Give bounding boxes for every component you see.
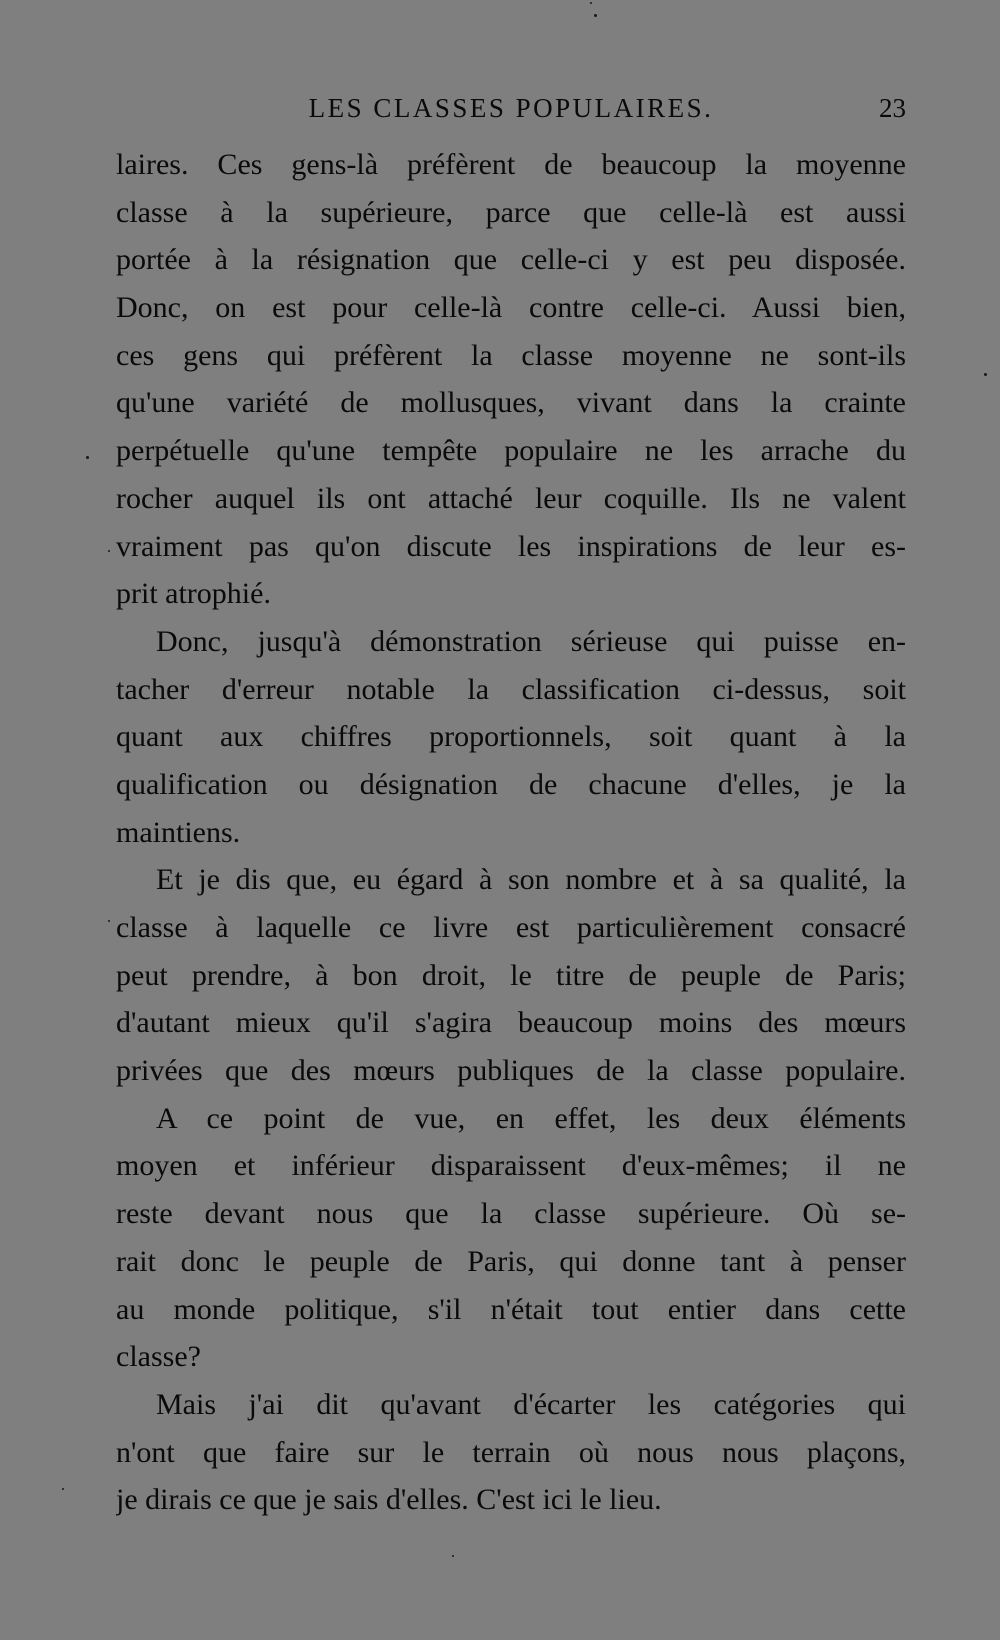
- text-line: Donc, on est pour celle-là contre celle-ci. Aussi bien,: [116, 291, 906, 325]
- paragraph-4: [116, 1095, 906, 1381]
- text-line: au monde politique, s'il n'était tout entier dans cette: [116, 1292, 906, 1326]
- text-line: rait donc le peuple de Paris, qui donne tant à penser: [116, 1244, 906, 1278]
- text-line: d'autant mieux qu'il s'agira beaucoup moins des mœurs: [116, 1006, 906, 1040]
- scan-speck: [86, 456, 89, 459]
- scan-speck: [984, 373, 987, 376]
- running-title: LES CLASSES POPULAIRES.: [308, 93, 714, 123]
- text-line: classe?: [116, 1340, 201, 1374]
- running-head: [116, 88, 906, 128]
- body-text: [116, 141, 906, 1524]
- text-line: tacher d'erreur notable la classification ci-dessus, soit: [116, 672, 906, 706]
- text-line: laires. Ces gens-là préfèrent de beaucoup la moyenne: [116, 148, 906, 181]
- scan-speck: [62, 1488, 64, 1490]
- text-line: rocher auquel ils ont attaché leur coquille. Ils ne valent: [116, 481, 906, 515]
- text-line: qu'une variété de mollusques, vivant dans la crainte: [116, 386, 906, 420]
- text-line: qualification ou désignation de chacune d'elles, je la: [116, 767, 906, 801]
- page-number: 23: [879, 93, 906, 123]
- scan-speck: [590, 2, 592, 4]
- text-line: prit atrophié.: [116, 577, 271, 611]
- text-line: vraiment pas qu'on discute les inspirations de leur es-: [116, 529, 906, 563]
- text-line: maintiens.: [116, 815, 241, 849]
- paragraph-2: [116, 618, 906, 856]
- paragraph-5: [116, 1381, 906, 1524]
- paragraph-3: [116, 856, 906, 1094]
- paragraph-1: [116, 141, 906, 618]
- text-line: perpétuelle qu'une tempête populaire ne les arrache du: [116, 434, 906, 468]
- text-line: Donc, jusqu'à démonstration sérieuse qui puisse en-: [156, 624, 906, 658]
- text-line: Et je dis que, eu égard à son nombre et à sa qualité, la: [156, 863, 906, 897]
- text-line: privées que des mœurs publiques de la classe populaire.: [116, 1054, 906, 1088]
- scan-speck: [108, 920, 110, 922]
- text-line: classe à laquelle ce livre est particulièrement consacré: [116, 911, 906, 944]
- scan-speck: [452, 1555, 454, 1557]
- text-line: quant aux chiffres proportionnels, soit quant à la: [116, 720, 906, 754]
- text-line: reste devant nous que la classe supérieure. Où se-: [116, 1197, 906, 1231]
- text-line: peut prendre, à bon droit, le titre de peuple de Paris;: [116, 958, 906, 992]
- text-line: n'ont que faire sur le terrain où nous nous plaçons,: [116, 1435, 906, 1469]
- scan-speck: [594, 14, 597, 17]
- text-line: ces gens qui préfèrent la classe moyenne ne sont-ils: [116, 338, 906, 372]
- scan-speck: [108, 550, 110, 552]
- text-line: je dirais ce que je sais d'elles. C'est ici le lieu.: [116, 1483, 662, 1517]
- text-line: classe à la supérieure, parce que celle-là est aussi: [116, 195, 906, 229]
- text-line: Mais j'ai dit qu'avant d'écarter les catégories qui: [156, 1387, 906, 1421]
- text-line: moyen et inférieur disparaissent d'eux-mêmes; il ne: [116, 1149, 906, 1183]
- text-line: A ce point de vue, en effet, les deux éléments: [156, 1101, 906, 1135]
- text-line: portée à la résignation que celle-ci y est peu disposée.: [116, 243, 906, 277]
